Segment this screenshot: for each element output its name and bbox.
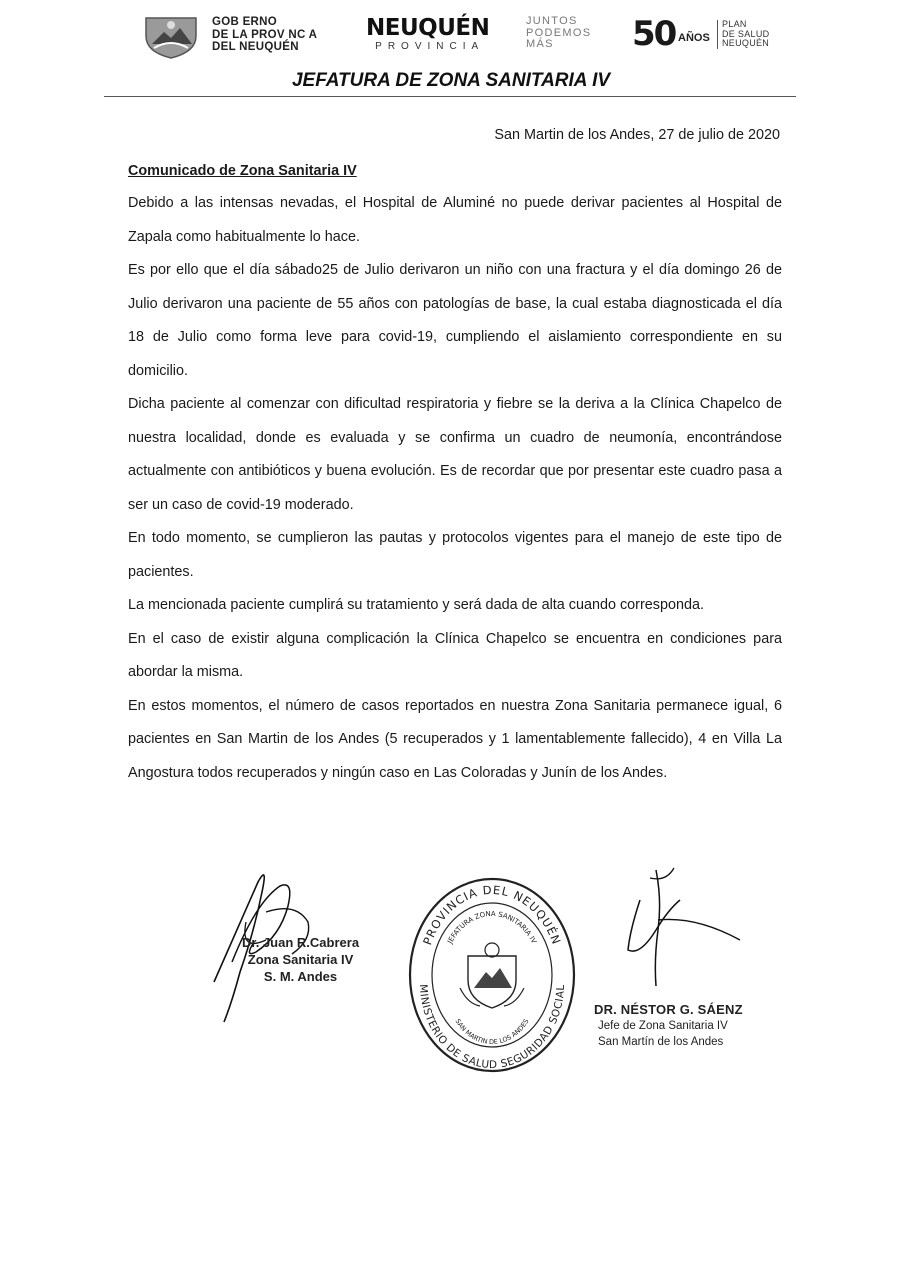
signatory-left-line: Zona Sanitaria IV (247, 952, 354, 967)
letter-date: San Martin de los Andes, 27 de julio de 2020 (494, 127, 780, 143)
signatory-left-block (242, 934, 359, 985)
department-title: JEFATURA DE ZONA SANITARIA IV (291, 70, 611, 91)
government-line: DEL NEUQUÉN (212, 41, 299, 53)
seal-bottom-text: MINISTERIO DE SALUD SEGURIDAD SOCIAL (416, 983, 568, 1072)
slogan (526, 16, 591, 51)
body-paragraph: Es por ello que el día sábado25 de Julio derivaron un niño con una fractura y el día domingo 26 de Julio derivaron una paciente de 55 años con patologías de base, la cual estaba diagnosticada el día 18 de Julio como forma leve para covid-19, cumpliendo el aislamiento correspondiente en su domicilio. (128, 262, 782, 379)
neuquen-logo (366, 16, 489, 54)
signatory-right-name: DR. NÉSTOR G. SÁENZ (594, 1002, 743, 1017)
body-paragraph: Dicha paciente al comenzar con dificultad respiratoria y fiebre se la deriva a la Clínica Chapelco de nuestra localidad, donde es evaluada y se confirma un cuadro de neumonía, encontrándose actualmente con antibióticos y buena evolución. Es de recordar que por presentar este cuadro pasa a ser un caso de covid-19 moderado. (128, 396, 782, 513)
government-line: GOB ERNO (212, 16, 278, 28)
body-paragraph: La mencionada paciente cumplirá su tratamiento y será dada de alta cuando corresponda. (128, 597, 704, 613)
svg-text:JEFATURA ZONA SANITARIA IV (446, 910, 538, 946)
slogan-line: JUNTOS (526, 15, 578, 27)
neuquen-logo-title: NEUQUÉN (366, 15, 490, 41)
anniversary-years-label: AÑOS (678, 32, 710, 44)
province-crest-icon (140, 14, 202, 60)
letter-subject: Comunicado de Zona Sanitaria IV (128, 163, 357, 179)
health-plan-anniversary-logo (632, 16, 782, 56)
body-paragraph: En el caso de existir alguna complicación la Clínica Chapelco se encuentra en condiciones para abordar la misma. (128, 630, 782, 680)
official-seal-stamp (408, 876, 576, 1074)
seal-inner-text: JEFATURA ZONA SANITARIA IV (446, 909, 538, 946)
svg-text:MINISTERIO DE SALUD SEGURIDAD (417, 984, 567, 1071)
seal-inner-bottom-text: SAN MARTIN DE LOS ANDES (453, 1017, 531, 1047)
health-plan-line: PLAN (722, 19, 747, 29)
svg-text:SAN MARTIN DE LOS ANDES (454, 1018, 531, 1046)
body-paragraph: En todo momento, se cumplieron las pautas y protocolos vigentes para el manejo de este tipo de pacientes. (128, 530, 782, 580)
slogan-line: MÁS (526, 38, 554, 50)
health-plan-line: NEUQUÉN (722, 38, 770, 48)
header-divider (104, 96, 796, 97)
seal-top-text: PROVINCIA DEL NEUQUÉN (420, 882, 564, 947)
handwritten-signature-right (600, 860, 750, 990)
letterhead (0, 0, 902, 100)
body-paragraph: En estos momentos, el número de casos reportados en nuestra Zona Sanitaria permanece igual, 6 pacientes en San Martin de los Andes (5 recuperados y 1 lamentablemente fallecido), 4 en Villa La Angostura todos recuperados y ningún caso en Las Coloradas y Junín de los Andes. (128, 697, 782, 781)
government-line: DE LA PROV NC A (212, 28, 318, 41)
signatory-right-block (594, 1002, 743, 1050)
signatory-right-role: Jefe de Zona Sanitaria IV (598, 1020, 728, 1032)
slogan-line: PODEMOS (526, 26, 592, 39)
body-paragraph: Debido a las intensas nevadas, el Hospital de Aluminé no puede derivar pacientes al Hospital de Zapala como habitualmente lo hace. (128, 195, 782, 245)
health-plan-label (717, 20, 769, 49)
anniversary-number: 50 (632, 14, 676, 54)
neuquen-logo-subtitle: PROVINCIA (375, 41, 485, 52)
signatory-right-place: San Martín de los Andes (598, 1036, 724, 1048)
signatory-left-line: Dr. Juan R.Cabrera (242, 935, 360, 950)
government-name (212, 16, 317, 54)
letter-body (128, 187, 782, 790)
seal-emblem-icon (460, 943, 524, 1008)
signatory-left-line: S. M. Andes (263, 969, 338, 984)
health-plan-line: DE SALUD (722, 28, 770, 39)
